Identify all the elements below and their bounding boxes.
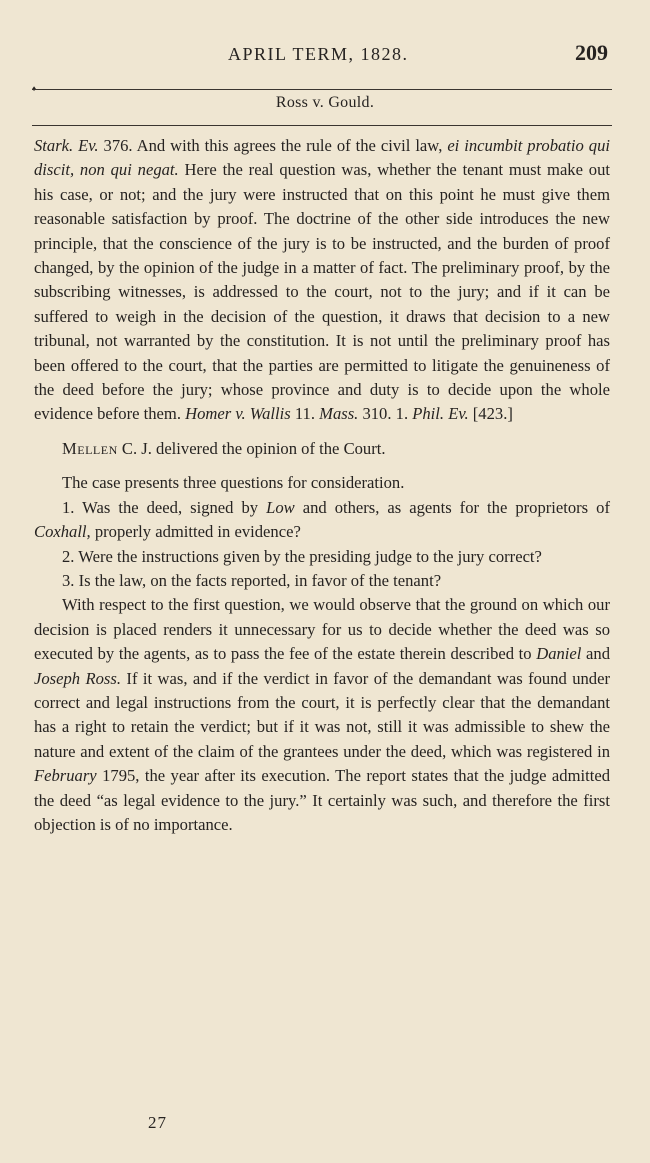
text-run: C. J. delivered the opinion of the Court. bbox=[117, 438, 386, 458]
text-run: 1. Was the deed, signed by bbox=[62, 497, 267, 517]
questions-intro: The case presents three questions for consideration. bbox=[62, 473, 405, 493]
text-run: [423.] bbox=[468, 404, 513, 424]
running-head bbox=[0, 40, 650, 74]
citation: Stark. Ev. bbox=[34, 136, 99, 155]
page-number: 209 bbox=[575, 40, 608, 65]
answer-paragraph bbox=[34, 593, 610, 837]
text-run: 1795, the year after its execution. The report states that the judge admitted the deed “as legal evidence to the jury.” It certainly was such, and therefore the first objection is of no importance. bbox=[34, 766, 610, 834]
person-name: Low bbox=[266, 497, 295, 517]
text-run: 376. bbox=[98, 136, 133, 155]
opinion-intro bbox=[34, 437, 610, 461]
signature-mark: 27 bbox=[148, 1113, 167, 1132]
running-head-title: APRIL TERM, 1828. bbox=[228, 44, 409, 64]
place-name: Coxhall, bbox=[34, 522, 91, 542]
text-run: With respect to the first question, we would observe that the ground on which our decision is placed renders it unnecessary for us to decide whether the deed was so executed by the agents, as to pass the fee of the estate therein described to bbox=[34, 595, 610, 664]
text-run: properly admitted in evidence? bbox=[90, 522, 301, 542]
rule-ornament: ♦ bbox=[32, 84, 37, 93]
citation: Phil. Ev. bbox=[412, 404, 469, 424]
text-run: and bbox=[581, 644, 611, 664]
case-title: Ross v. Gould. bbox=[275, 94, 375, 111]
header-rule bbox=[32, 89, 612, 90]
citation: Homer v. Wallis bbox=[185, 404, 291, 424]
citation: Mass. bbox=[319, 404, 359, 424]
text-run: 310. 1. bbox=[358, 404, 413, 424]
question-3: 3. Is the law, on the facts reported, in favor of the tenant? bbox=[62, 570, 442, 590]
argument-paragraph bbox=[34, 134, 610, 427]
text-run: If it was, and if the verdict in favor of the demandant was found under correct and legal instructions from the court, it is perfectly clear that the demandant has a right to retain the verdict; but if it was not, still it was admissible to shew the nature and extent of the claim of the grantees under the deed, which was registered in bbox=[34, 668, 610, 761]
latin-maxim: ei incumbit probatio qui discit, non qui negat. bbox=[34, 136, 610, 180]
question-2: 2. Were the instructions given by the presiding judge to the jury correct? bbox=[62, 546, 542, 566]
text-run: And with this agrees the rule of the civil law, bbox=[132, 136, 448, 155]
person-name: Joseph Ross. bbox=[34, 668, 121, 688]
text-run: Here the real question was, whether the tenant must make out his case, or not; and the jury were instructed that on this point he must give them reasonable satisfaction by proof. The doctrine of the other side introduces the new principle, that the conscience of the jury is to be instructed, and the burden of proof changed, by the opinion of the judge in a matter of fact. The preliminary proof, by the subscribing witnesses, is addressed to the court, not to the jury; and if it can be suffered to weigh in the decision of the question, it draws that decision to a new tribunal, not warranted by the constitution. It is not until the preliminary proof has been offered to the court, that the parties are permitted to litigate the genuineness of the deed before the jury; whose province and duty is to decide upon the whole evidence before them. bbox=[34, 160, 610, 424]
page-body bbox=[34, 134, 610, 837]
case-title-rule bbox=[32, 125, 612, 126]
text-run: and others, as agents for the proprietors of bbox=[294, 497, 610, 517]
judge-name: Mellen bbox=[62, 438, 118, 458]
text-run: 11. bbox=[290, 404, 320, 424]
person-name: Daniel bbox=[536, 644, 582, 664]
month-name: February bbox=[34, 766, 97, 786]
question-1 bbox=[34, 496, 610, 545]
